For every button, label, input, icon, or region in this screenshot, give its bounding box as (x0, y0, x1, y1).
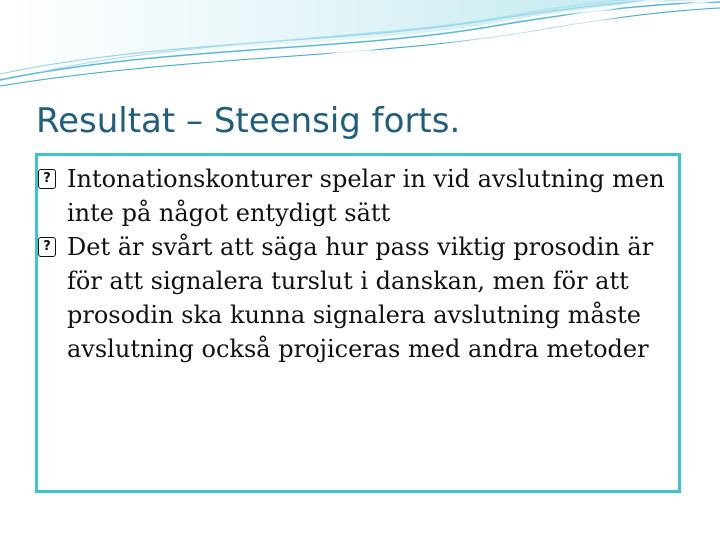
decorative-wave-banner (0, 0, 720, 90)
bullet-item-2 (38, 230, 670, 366)
slide-title: Resultat – Steensig forts. (36, 101, 461, 141)
bullet-text-2: Det är svårt att säga hur pass viktig prosodin är för att signalera turslut i danskan, men för att prosodin ska kunna signalera avslutning måste avslutning också projiceras med andra metoder (67, 233, 654, 363)
bullet-item-1 (38, 162, 670, 230)
missing-glyph-bullet-icon: ? (38, 169, 56, 189)
bullet-text-1: Intonationskonturer spelar in vid avslutning men inte på något entydigt sätt (67, 165, 665, 227)
content-box (35, 153, 681, 493)
missing-glyph-bullet-icon: ? (38, 237, 56, 257)
